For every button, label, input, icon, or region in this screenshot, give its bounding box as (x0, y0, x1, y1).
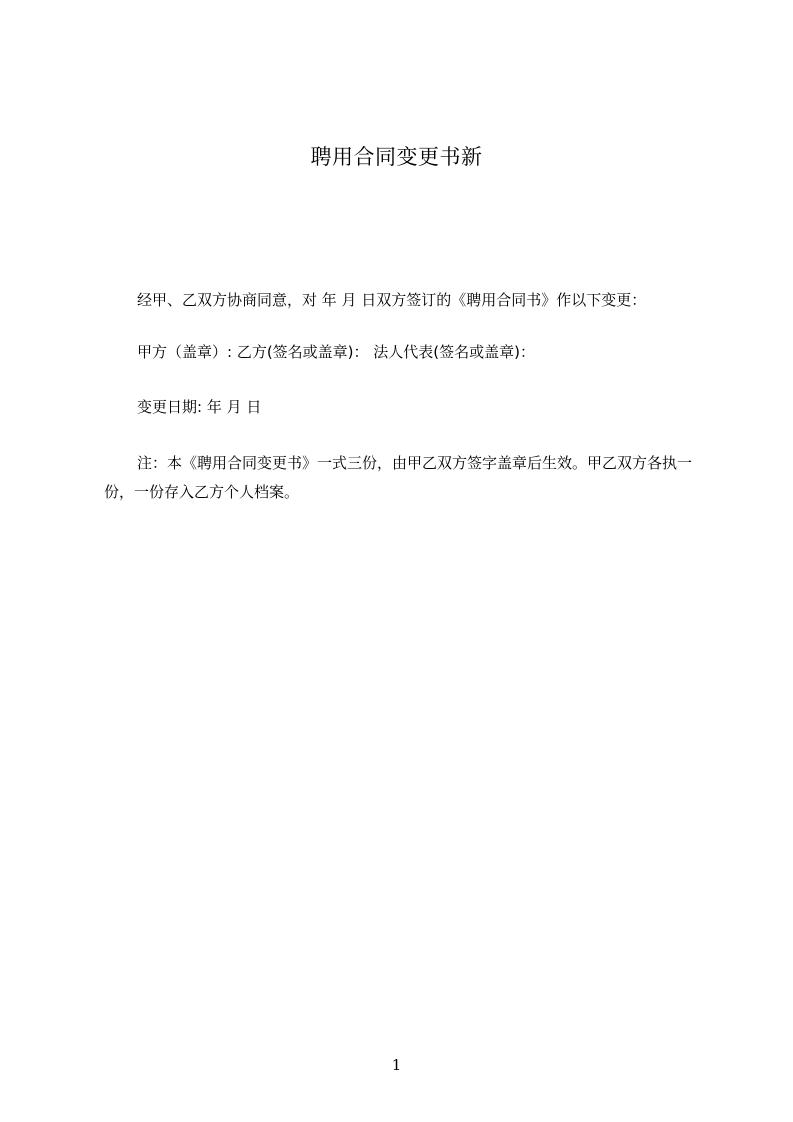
document-title: 聘用合同变更书新 (310, 145, 483, 169)
note-paragraph: 注：本《聘用合同变更书》一式三份，由甲乙双方签字盖章后生效。甲乙双方各执一份，一份存入乙方个人档案。 (104, 454, 693, 501)
signature-line: 甲方（盖章）: 乙方(签名或盖章)： 法人代表(签名或盖章)： (137, 343, 536, 361)
page-number: 1 (391, 1056, 402, 1074)
change-date-line: 变更日期: 年 月 日 (137, 398, 262, 416)
intro-paragraph: 经甲、乙双方协商同意，对 年 月 日双方签订的《聘用合同书》作以下变更： (137, 291, 647, 309)
